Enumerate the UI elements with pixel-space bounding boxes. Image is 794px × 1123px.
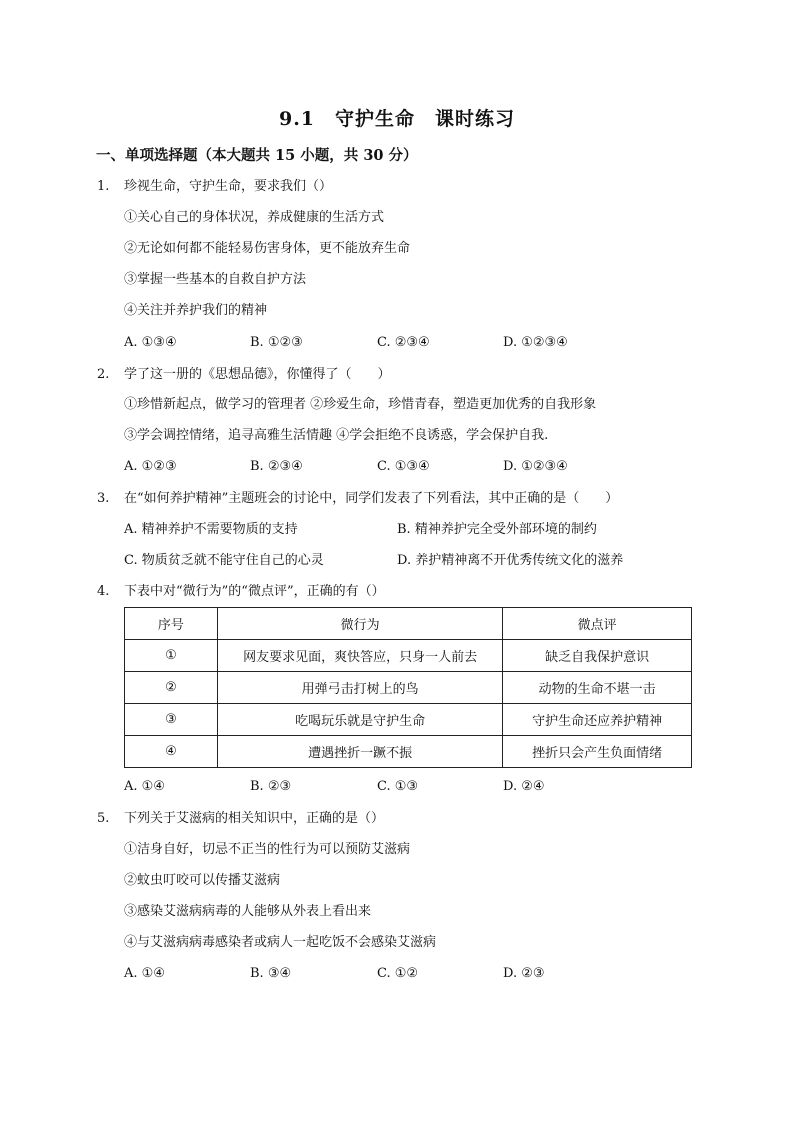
table-cell: 吃喝玩乐就是守护生命 [217, 704, 502, 736]
table-row [125, 672, 692, 704]
table-cell: 动物的生命不堪一击 [503, 672, 692, 704]
page-title: 9.1 守护生命 课时练习 [278, 108, 516, 130]
option-c: C. ②③④ [377, 335, 430, 350]
table-row [125, 736, 692, 768]
evaluation-table [124, 607, 692, 768]
option-d: D. ②③ [503, 966, 545, 981]
table-cell: ④ [125, 736, 218, 768]
option-a: A. ①③④ [124, 335, 177, 350]
table-row [125, 640, 692, 672]
option-a: A. ①④ [124, 966, 165, 981]
question-stem: 下列关于艾滋病的相关知识中，正确的是（） [124, 811, 385, 826]
option-b: B. ①②③ [250, 335, 303, 350]
statement-item: ④关注并养护我们的精神 [124, 303, 268, 318]
option-a: A. ①④ [124, 779, 165, 794]
table-header: 微行为 [217, 608, 502, 640]
table-cell: 遭遇挫折一蹶不振 [217, 736, 502, 768]
table-cell: 网友要求见面，爽快答应，只身一人前去 [217, 640, 502, 672]
table-cell: 挫折只会产生负面情绪 [503, 736, 692, 768]
statement-item: ③掌握一些基本的自救自护方法 [124, 272, 307, 287]
option-c: C. ①② [377, 966, 419, 981]
question-number: 5. [97, 811, 110, 826]
question-stem: 珍视生命，守护生命，要求我们（） [124, 179, 333, 194]
table-cell: ③ [125, 704, 218, 736]
table-cell: ① [125, 640, 218, 672]
option-c: C. ①③④ [377, 459, 430, 474]
table-header-row [125, 608, 692, 640]
statement-item: ②无论如何都不能轻易伤害身体，更不能放弃生命 [124, 241, 411, 256]
table-header: 微点评 [503, 608, 692, 640]
statement-item: ②蚊虫叮咬可以传播艾滋病 [124, 873, 281, 888]
section-heading: 一、单项选择题（本大题共 15 小题，共 30 分） [96, 147, 418, 164]
question-number: 1. [97, 179, 110, 194]
option-b: B. ②③ [250, 779, 292, 794]
option-d: D. ①②③④ [503, 459, 568, 474]
table-cell: 缺乏自我保护意识 [503, 640, 692, 672]
option-d: D. ①②③④ [503, 335, 568, 350]
table-cell: 守护生命还应养护精神 [503, 704, 692, 736]
table-header: 序号 [125, 608, 218, 640]
statement-item: ①洁身自好，切忌不正当的性行为可以预防艾滋病 [124, 842, 411, 857]
option-b: B. 精神养护完全受外部环境的制约 [397, 522, 597, 537]
option-a: A. 精神养护不需要物质的支持 [124, 522, 298, 537]
statement-item: ①关心自己的身体状况，养成健康的生活方式 [124, 210, 385, 225]
question-stem: 在“如何养护精神”主题班会的讨论中，同学们发表了下列看法，其中正确的是（ ） [124, 491, 619, 506]
question-stem: 下表中对“微行为”的“微点评”，正确的有（） [124, 584, 385, 599]
option-d: D. ②④ [503, 779, 545, 794]
option-b: B. ③④ [250, 966, 292, 981]
option-a: A. ①②③ [124, 459, 177, 474]
question-number: 4. [97, 584, 110, 599]
question-number: 3. [97, 491, 110, 506]
question-stem: 学了这一册的《思想品德》，你懂得了（ ） [124, 367, 391, 382]
option-c: C. 物质贫乏就不能守住自己的心灵 [124, 553, 324, 568]
table-cell: ② [125, 672, 218, 704]
statement-item: ①珍惜新起点，做学习的管理者 ②珍爱生命，珍惜青春，塑造更加优秀的自我形象 [124, 397, 597, 412]
option-d: D. 养护精神离不开优秀传统文化的滋养 [397, 553, 624, 568]
option-c: C. ①③ [377, 779, 419, 794]
option-b: B. ②③④ [250, 459, 303, 474]
statement-item: ③感染艾滋病病毒的人能够从外表上看出来 [124, 904, 372, 919]
statement-item: ③学会调控情绪，追寻高雅生活情趣 ④学会拒绝不良诱惑，学会保护自我. [124, 428, 549, 443]
statement-item: ④与艾滋病病毒感染者或病人一起吃饭不会感染艾滋病 [124, 935, 437, 950]
table-row [125, 704, 692, 736]
question-number: 2. [97, 367, 110, 382]
table-cell: 用弹弓击打树上的鸟 [217, 672, 502, 704]
